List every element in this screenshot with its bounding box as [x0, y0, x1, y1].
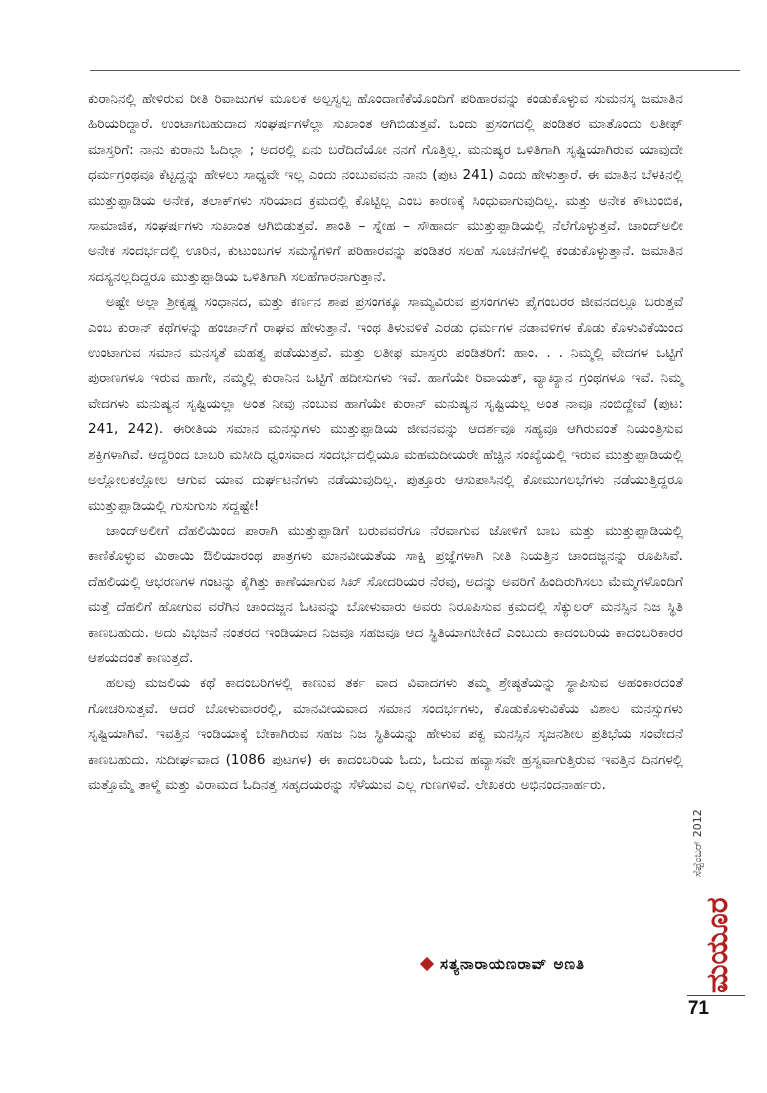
- page-number: 71: [687, 998, 709, 1019]
- article-body: [88, 87, 683, 798]
- header-rule: [90, 70, 740, 71]
- article-paragraph-3: ಚಾಂದ್‌ಅಲೀಗೆ ದೆಹಲಿಯಿಂದ ಪಾರಾಗಿ ಮುತ್ತುಪ್ಪಾಡಿಗೆ ಬರುವವರೆಗೂ ನೆರವಾಗುವ ಜೋಳಿಗೆ ಬಾಬ ಮತ್ತು ಮುತ್ತುಪ್ಪಾಡಿಯಲ್ಲಿ ಕಾಣಿಕೊಳ್ಳುವ ಮಿಠಾಯಿ ಔಲಿಯಾರಂಥ ಪಾತ್ರಗಳು ಮಾನವೀಯತೆಯ ಸಾಕ್ಷಿ ಪ್ರಜ್ಞೆಗಳಾಗಿ ನೀತಿ ನಿಯತ್ತಿನ ಚಾಂದಜ್ಜನನ್ನು ರೂಪಿಸಿವೆ. ದೆಹಲಿಯಲ್ಲಿ ಆಭರಣಗಳ ಗಂಟನ್ನು ಕೈಗಿತ್ತು ಕಾಣೆಯಾಗುವ ಸಿಖ್ ಸೋದರಿಯರ ನೆರವು, ಅದನ್ನು ಅವರಿಗೆ ಹಿಂದಿರುಗಿಸಲು ಮೆಮ್ಮಗಳೊಂದಿಗೆ ಮತ್ತೆ ದೆಹಲಿಗೆ ಹೋಗುವ ವರೆಗಿನ ಚಾಂದಜ್ಜನ ಓಟವನ್ನು ಬೋಳುವಾರು ಅವರು ನಿರೂಪಿಸುವ ಕ್ರಮದಲ್ಲಿ ಸೆಕ್ಯುಲರ್ ಮನಸ್ಸಿನ ನಿಜ ಸ್ಥಿತಿ ಕಾಣಬಹುದು. ಅದು ವಿಭಜನೆ ನಂತರದ ಇಂಡಿಯಾದ ನಿಜವೂ ಸಹಜವೂ ಆದ ಸ್ಥಿತಿಯಾಗಬೇಕಿದೆ ಎಂಬುದು ಕಾದಂಬರಿಯ ಕಾದಂಬರಿಕಾರರ ಆಶಯದಂತೆ ಕಾಣುತ್ತದೆ.: [88, 522, 683, 666]
- diamond-bullet-icon: [420, 957, 434, 971]
- magazine-sidebar: [693, 745, 741, 995]
- article-paragraph-1: ಕುರಾನಿನಲ್ಲಿ ಹೇಳಿರುವ ರೀತಿ ರಿವಾಜುಗಳ ಮೂಲಕ ಅಲ್ಪಸ್ವಲ್ಪ ಹೊಂದಾಣಿಕೆಯೊಂದಿಗೆ ಪರಿಹಾರವನ್ನು ಕಂಡುಕೊಳ್ಳುವ ಸುಮನಸ್ಕ ಜಮಾತಿನ ಹಿರಿಯರಿದ್ದಾರೆ. ಉಂಟಾಗಬಹುದಾದ ಸಂಘರ್ಷಗಳೆಲ್ಲಾ ಸುಖಾಂತ ಆಗಿಬಿಡುತ್ತವೆ. ಒಂದು ಪ್ರಸಂಗದಲ್ಲಿ ಪಂಡಿತರ ಮಾತೊಂದು ಲತೀಫ್ ಮಾಸ್ತರಿಗೆ: ನಾನು ಕುರಾನು ಓದಿಲ್ಲಾ ; ಅದರಲ್ಲಿ ಏನು ಬರೆದಿದೆಯೋ ನನಗೆ ಗೊತ್ತಿಲ್ಲ. ಮನುಷ್ಯರ ಒಳಿತಿಗಾಗಿ ಸೃಷ್ಟಿಯಾಗಿರುವ ಯಾವುದೇ ಧರ್ಮಗ್ರಂಥವೂ ಕೆಟ್ಟದ್ದನ್ನು ಹೇಳಲು ಸಾಧ್ಯವೇ ಇಲ್ಲ ಎಂದು ನಂಬುವವನು ನಾನು (ಪುಟ 241) ಎಂದು ಹೇಳುತ್ತಾರೆ. ಈ ಮಾತಿನ ಬೆಳಕಿನಲ್ಲಿ ಮುತ್ತುಪ್ಪಾಡಿಯ ಅನೇಕ, ತಲಾಕ್‌ಗಳು ಸರಿಯಾದ ಕ್ರಮದಲ್ಲಿ ಕೊಟ್ಟಿಲ್ಲ ಎಂಬ ಕಾರಣಕ್ಕೆ ಸಿಂಧುವಾಗುವುದಿಲ್ಲ. ಮತ್ತು ಅನೇಕ ಕೌಟುಂಬಿಕ, ಸಾಮಾಜಿಕ, ಸಂಘರ್ಷಗಳು ಸುಖಾಂತ ಆಗಿಬಿಡುತ್ತವೆ. ಶಾಂತಿ – ಸ್ನೇಹ – ಸೌಹಾರ್ದ ಮುತ್ತುಪ್ಪಾಡಿಯಲ್ಲಿ ನೆಲೆಗೊಳ್ಳುತ್ತವೆ. ಚಾಂದ್‌ಅಲೀ ಅನೇಕ ಸಂದರ್ಭದಲ್ಲಿ ಊರಿನ, ಕುಟುಂಬಗಳ ಸಮಸ್ಯೆಗಳಿಗೆ ಪರಿಹಾರವನ್ನು ಪಂಡಿತರ ಸಲಹೆ ಸೂಚನೆಗಳಲ್ಲಿ ಕಂಡುಕೊಳ್ಳುತ್ತಾನೆ. ಜಮಾತಿನ ಸದಸ್ಯನಲ್ಲದಿದ್ದರೂ ಮುತ್ತುಪ್ಪಾಡಿಯ ಒಳಿತಿಗಾಗಿ ಸಲಹೆಗಾರನಾಗುತ್ತಾನೆ.: [88, 91, 683, 285]
- article-paragraph-4: ಹಲವು ಮಜಲಿಯ ಕಥೆ ಕಾದಂಬರಿಗಳಲ್ಲಿ ಕಾಣುವ ತರ್ಕ ವಾದ ವಿವಾದಗಳು ತಮ್ಮ ಶ್ರೇಷ್ಠತೆಯನ್ನು ಸ್ಥಾಪಿಸುವ ಅಹಂಕಾರದಂತೆ ಗೋಚರಿಸುತ್ತವೆ. ಆದರೆ ಬೋಳುವಾರರಲ್ಲಿ, ಮಾನವೀಯವಾದ ಸಮಾನ ಸಂದರ್ಭಗಳು, ಕೊಡುಕೊಳುವಿಕೆಯ ವಿಶಾಲ ಮನಸ್ಸುಗಳು ಸೃಷ್ಟಿಯಾಗಿವೆ. ಇವತ್ತಿನ ಇಂಡಿಯಾಕ್ಕೆ ಬೇಕಾಗಿರುವ ಸಹಜ ನಿಜ ಸ್ಥಿತಿಯನ್ನು ಹೇಳುವ ಪಕ್ವ ಮನಸ್ಸಿನ ಸೃಜನಶೀಲ ಪ್ರತಿಭೆಯ ಸಂವೇದನೆ ಕಾಣಬಹುದು. ಸುದೀರ್ಘವಾದ (1086 ಪುಟಗಳ) ಈ ಕಾದಂಬರಿಯ ಓದು, ಓದುವ ಹವ್ಯಾಸವೇ ಹ್ರಸ್ವವಾಗುತ್ತಿರುವ ಇವತ್ತಿನ ದಿನಗಳಲ್ಲಿ ಮತ್ತೊಮ್ಮೆ ತಾಳ್ಮೆ ಮತ್ತು ವಿರಾಮದ ಓದಿನತ್ತ ಸಹೃದಯರನ್ನು ಸೆಳೆಯುವ ಎಲ್ಲ ಗುಣಗಳಿವೆ. ಲೇಖಕರು ಅಭಿನಂದನಾರ್ಹರು.: [88, 675, 683, 793]
- article-paragraph-2: ಅಷ್ಟೇ ಅಲ್ಲಾ ಶ್ರೀಕೃಷ್ಣ ಸಂಧಾನದ, ಮತ್ತು ಕರ್ಣನ ಶಾಪ ಪ್ರಸಂಗಕ್ಕೂ ಸಾಮ್ಯವಿರುವ ಪ್ರಸಂಗಗಳು ಪೈಗಂಬರರ ಜೀವನದಲ್ಲೂ ಬರುತ್ತವೆ ಎಂಬ ಕುರಾನ್ ಕಥೆಗಳನ್ನು ಹಂಜಾನ್‌ಗೆ ರಾಘವ ಹೇಳುತ್ತಾನೆ. ಇಂಥ ತಿಳುವಳಿಕೆ ಎರಡು ಧರ್ಮಗಳ ನಡಾವಳಿಗಳ ಕೊಡು ಕೊಳುವಿಕೆಯಿಂದ ಉಂಟಾಗುವ ಸಮಾನ ಮನಸ್ಕತೆ ಮಹತ್ವ ಪಡೆಯುತ್ತವೆ. ಮತ್ತು ಲತೀಫ ಮಾಸ್ತರು ಪಂಡಿತರಿಗೆ: ಹಾಂ. . . ನಿಮ್ಮಲ್ಲಿ ವೇದಗಳ ಒಟ್ಟಿಗೆ ಪುರಾಣಗಳೂ ಇರುವ ಹಾಗೇ, ನಮ್ಮಲ್ಲಿ ಕುರಾನಿನ ಒಟ್ಟಿಗೆ ಹದೀಸುಗಳು ಇವೆ. ಹಾಗೆಯೇ ರಿವಾಯತ್, ವ್ಯಾಖ್ಯಾನ ಗ್ರಂಥಗಳೂ ಇವೆ. ನಿಮ್ಮ ವೇದಗಳು ಮನುಷ್ಯನ ಸೃಷ್ಟಿಯಲ್ಲಾ ಅಂತ ನೀವು ನಂಬುವ ಹಾಗೆಯೇ ಕುರಾನ್ ಮನುಷ್ಯನ ಸೃಷ್ಟಿಯಲ್ಲ ಅಂತ ನಾವೂ ನಂಬಿದ್ದೇವೆ (ಪುಟ: 241, 242). ಈರೀತಿಯ ಸಮಾನ ಮನಸ್ಸುಗಳು ಮುತ್ತುಪ್ಪಾಡಿಯ ಜೀವನವನ್ನು ಆದರ್ಶವೂ ಸಹ್ಯವೂ ಆಗಿರುವಂತೆ ನಿಯಂತ್ರಿಸುವ ಶಕ್ತಿಗಳಾಗಿವೆ. ಆದ್ದರಿಂದ ಬಾಬರಿ ಮಸೀದಿ ಧ್ವಂಸವಾದ ಸಂದರ್ಭದಲ್ಲಿಯೂ ಮಹಮದೀಯರೇ ಹೆಚ್ಚಿನ ಸಂಖ್ಯೆಯಲ್ಲಿ ಇರುವ ಮುತ್ತುಪ್ಪಾಡಿಯಲ್ಲಿ ಅಲ್ಲೋಲಕಲ್ಲೋಲ ಆಗುವ ಯಾವ ದುರ್ಘಟನೆಗಳು ನಡೆಯುವುದಿಲ್ಲ. ಪುತ್ತೂರು ಆಸುಪಾಸಿನಲ್ಲಿ ಕೋಮುಗಲಭೆಗಳು ನಡೆಯುತ್ತಿದ್ದರೂ ಮುತ್ತುಪ್ಪಾಡಿಯಲ್ಲಿ ಗುಸುಗುಸು ಸದ್ದಷ್ಟೇ!: [88, 294, 683, 514]
- author-name: ಸತ್ಯನಾರಾಯಣರಾವ್ ಅಣತಿ: [440, 955, 585, 973]
- author-signature: [418, 955, 693, 973]
- magazine-name: ಮಯೂರ: [700, 897, 735, 993]
- footer-rule: [687, 995, 745, 996]
- issue-date: ಸೆಪ್ಟೆಂಬರ್ 2012: [691, 809, 704, 877]
